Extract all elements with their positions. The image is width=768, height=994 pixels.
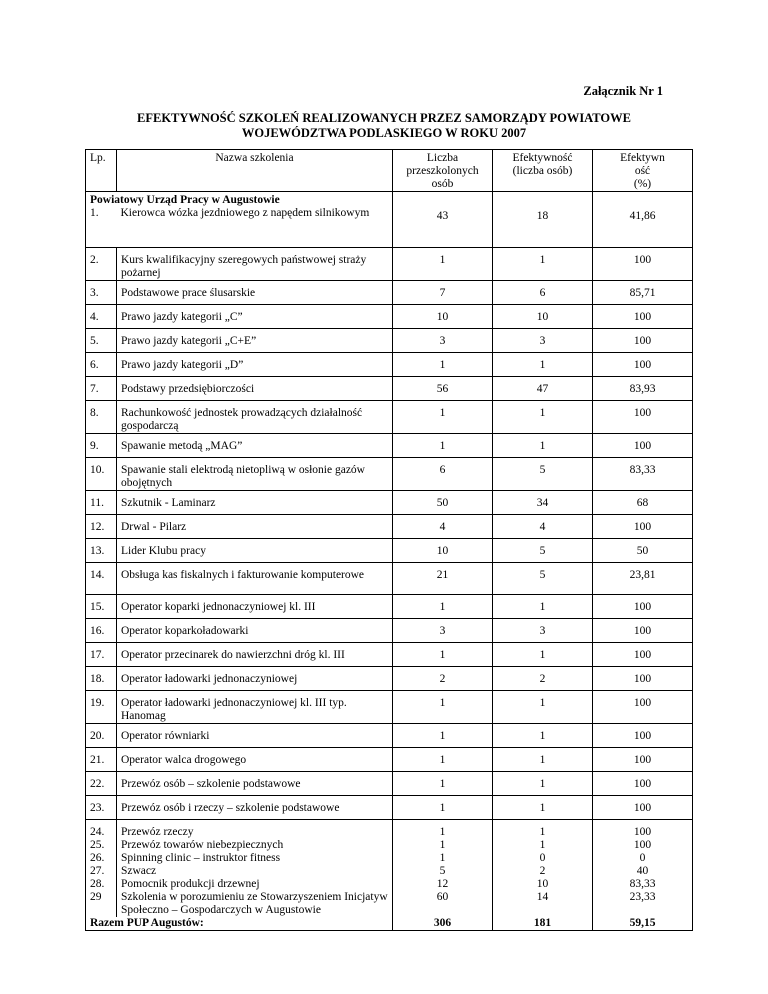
row-name: Podstawowe prace ślusarskie — [117, 281, 393, 305]
table-row — [86, 515, 693, 539]
row-name: Lider Klubu pracy — [117, 539, 393, 563]
total-label: Razem PUP Augustów: — [86, 917, 393, 931]
row-lp: 6. — [86, 353, 117, 377]
row-trained: 1 — [393, 643, 493, 667]
row-lp: 15. — [86, 595, 117, 619]
row-pct: 23,81 — [593, 563, 693, 595]
row-pct: 85,71 — [593, 281, 693, 305]
row-trained: 7 — [393, 281, 493, 305]
row-pct: 83,33 — [593, 458, 693, 491]
table-row — [86, 192, 693, 248]
row-effective: 1 — [493, 401, 593, 434]
row-effective: 3 — [493, 329, 593, 353]
group-names: Przewóz rzeczy Przewóz towarów niebezpiecznych Spinning clinic – instruktor fitness Szwacz Pomocnik produkcji drzewnej Szkolenia w porozumieniu ze Stowarzyszeniem Inicjatyw Społeczno – Gospodarczych w Augustowie — [117, 820, 393, 918]
table-row — [86, 667, 693, 691]
row-trained: 1 — [393, 724, 493, 748]
row-pct: 100 — [593, 619, 693, 643]
table-row-group — [86, 820, 693, 918]
row-lp: 14. — [86, 563, 117, 595]
table-row — [86, 724, 693, 748]
row-name: Prawo jazdy kategorii „C+E” — [117, 329, 393, 353]
table-row — [86, 329, 693, 353]
row-pct: 100 — [593, 401, 693, 434]
row-lp: 23. — [86, 796, 117, 820]
total-effective: 181 — [493, 917, 593, 931]
row-pct: 100 — [593, 724, 693, 748]
row-trained: 1 — [393, 353, 493, 377]
row-name: Operator koparkoładowarki — [117, 619, 393, 643]
row-trained: 1 — [393, 796, 493, 820]
table-row — [86, 643, 693, 667]
row-pct: 100 — [593, 691, 693, 724]
annex-label: Załącznik Nr 1 — [583, 84, 663, 98]
group-effective: 1 1 0 2 10 14 — [493, 820, 593, 918]
row-lp: 16. — [86, 619, 117, 643]
row-lp: 10. — [86, 458, 117, 491]
row-lp: 3. — [86, 281, 117, 305]
row-effective: 1 — [493, 796, 593, 820]
row-trained: 21 — [393, 563, 493, 595]
row-lp: 18. — [86, 667, 117, 691]
title-line-2: WOJEWÓDZTWA PODLASKIEGO W ROKU 2007 — [241, 126, 527, 140]
row-effective: 47 — [493, 377, 593, 401]
row-trained: 4 — [393, 515, 493, 539]
row-name: Kierowca wózka jezdniowego z napędem silnikowym — [117, 192, 393, 248]
table-row — [86, 401, 693, 434]
row-effective: 1 — [493, 643, 593, 667]
row-name: Podstawy przedsiębiorczości — [117, 377, 393, 401]
row-lp: 20. — [86, 724, 117, 748]
row-trained: 1 — [393, 248, 493, 281]
row-trained: 6 — [393, 458, 493, 491]
row-lp: 8. — [86, 401, 117, 434]
row-pct: 100 — [593, 796, 693, 820]
row-trained: 10 — [393, 539, 493, 563]
table-row — [86, 772, 693, 796]
table-header-row — [86, 150, 693, 192]
row-pct: 41,86 — [593, 192, 693, 248]
row-trained: 1 — [393, 748, 493, 772]
row-trained: 2 — [393, 667, 493, 691]
row-name: Przewóz osób – szkolenie podstawowe — [117, 772, 393, 796]
header-name: Nazwa szkolenia — [117, 150, 393, 192]
table-row — [86, 377, 693, 401]
total-pct: 59,15 — [593, 917, 693, 931]
row-pct: 100 — [593, 667, 693, 691]
row-effective: 1 — [493, 434, 593, 458]
total-trained: 306 — [393, 917, 493, 931]
row-pct: 100 — [593, 434, 693, 458]
document-title — [60, 111, 708, 141]
row-effective: 1 — [493, 724, 593, 748]
row-name: Operator walca drogowego — [117, 748, 393, 772]
row-effective: 34 — [493, 491, 593, 515]
row-trained: 50 — [393, 491, 493, 515]
row-name: Prawo jazdy kategorii „D” — [117, 353, 393, 377]
row-effective: 1 — [493, 595, 593, 619]
row-lp: 12. — [86, 515, 117, 539]
table-row — [86, 796, 693, 820]
row-trained: 1 — [393, 691, 493, 724]
table-row — [86, 281, 693, 305]
row-pct: 100 — [593, 643, 693, 667]
header-effect-pct: Efektywn ość (%) — [593, 150, 693, 192]
row-lp: Powiatowy Urząd Pracy w Augustowie 1. — [86, 192, 117, 248]
row-effective: 1 — [493, 748, 593, 772]
row-pct: 68 — [593, 491, 693, 515]
row-lp: 2. — [86, 248, 117, 281]
row-name: Prawo jazdy kategorii „C” — [117, 305, 393, 329]
row-lp: 9. — [86, 434, 117, 458]
group-trained: 1 1 1 5 12 60 — [393, 820, 493, 918]
row-trained: 1 — [393, 595, 493, 619]
row-pct: 100 — [593, 248, 693, 281]
table-row — [86, 305, 693, 329]
row-effective: 1 — [493, 353, 593, 377]
training-effectiveness-table — [85, 149, 693, 931]
table-row — [86, 619, 693, 643]
row-pct: 100 — [593, 353, 693, 377]
row-lp: 13. — [86, 539, 117, 563]
row-trained: 3 — [393, 619, 493, 643]
row-name: Rachunkowość jednostek prowadzących działalność gospodarczą — [117, 401, 393, 434]
row-pct: 100 — [593, 515, 693, 539]
row-trained: 56 — [393, 377, 493, 401]
row-name: Przewóz osób i rzeczy – szkolenie podstawowe — [117, 796, 393, 820]
table-row — [86, 748, 693, 772]
table-row — [86, 458, 693, 491]
row-effective: 4 — [493, 515, 593, 539]
row-name: Operator koparki jednonaczyniowej kl. III — [117, 595, 393, 619]
row-lp: 17. — [86, 643, 117, 667]
row-name: Spawanie stali elektrodą nietopliwą w osłonie gazów obojętnych — [117, 458, 393, 491]
row-name: Obsługa kas fiskalnych i fakturowanie komputerowe — [117, 563, 393, 595]
row-name: Drwal - Pilarz — [117, 515, 393, 539]
header-trained: Liczba przeszkolonych osób — [393, 150, 493, 192]
row-trained: 1 — [393, 434, 493, 458]
row-effective: 18 — [493, 192, 593, 248]
table-row — [86, 691, 693, 724]
row-effective: 5 — [493, 458, 593, 491]
total-row — [86, 917, 693, 931]
row-effective: 5 — [493, 563, 593, 595]
row-pct: 100 — [593, 748, 693, 772]
table-row — [86, 353, 693, 377]
row-trained: 10 — [393, 305, 493, 329]
row-effective: 1 — [493, 248, 593, 281]
row-effective: 5 — [493, 539, 593, 563]
header-lp: Lp. — [86, 150, 117, 192]
row-effective: 6 — [493, 281, 593, 305]
row-lp: 5. — [86, 329, 117, 353]
row-trained: 1 — [393, 401, 493, 434]
row-trained: 1 — [393, 772, 493, 796]
table-row — [86, 248, 693, 281]
row-pct: 50 — [593, 539, 693, 563]
group-lp: 24. 25. 26. 27. 28. 29 — [86, 820, 117, 918]
row-pct: 100 — [593, 772, 693, 796]
row-name: Operator przecinarek do nawierzchni dróg kl. III — [117, 643, 393, 667]
row-effective: 3 — [493, 619, 593, 643]
group-pct: 100 100 0 40 83,33 23,33 — [593, 820, 693, 918]
row-effective: 1 — [493, 691, 593, 724]
row-pct: 100 — [593, 329, 693, 353]
table-row — [86, 539, 693, 563]
row-lp: 7. — [86, 377, 117, 401]
row-lp: 11. — [86, 491, 117, 515]
table-row — [86, 434, 693, 458]
row-lp: 22. — [86, 772, 117, 796]
row-pct: 83,93 — [593, 377, 693, 401]
row-effective: 10 — [493, 305, 593, 329]
row-trained: 43 — [393, 192, 493, 248]
title-line-1: EFEKTYWNOŚĆ SZKOLEŃ REALIZOWANYCH PRZEZ SAMORZĄDY POWIATOWE — [137, 111, 631, 125]
row-name: Operator ładowarki jednonaczyniowej kl. III typ. Hanomag — [117, 691, 393, 724]
row-name: Operator równiarki — [117, 724, 393, 748]
row-lp: 21. — [86, 748, 117, 772]
row-name: Spawanie metodą „MAG” — [117, 434, 393, 458]
table-row — [86, 563, 693, 595]
row-pct: 100 — [593, 305, 693, 329]
row-name: Szkutnik - Laminarz — [117, 491, 393, 515]
section-title: Powiatowy Urząd Pracy w Augustowie — [90, 194, 280, 206]
row-effective: 2 — [493, 667, 593, 691]
table-row — [86, 595, 693, 619]
header-effect-count: Efektywność (liczba osób) — [493, 150, 593, 192]
row-name: Operator ładowarki jednonaczyniowej — [117, 667, 393, 691]
row-name: Kurs kwalifikacyjny szeregowych państwowej straży pożarnej — [117, 248, 393, 281]
table-row — [86, 491, 693, 515]
row-lp: 4. — [86, 305, 117, 329]
row-pct: 100 — [593, 595, 693, 619]
row-lp: 19. — [86, 691, 117, 724]
row-trained: 3 — [393, 329, 493, 353]
row-effective: 1 — [493, 772, 593, 796]
